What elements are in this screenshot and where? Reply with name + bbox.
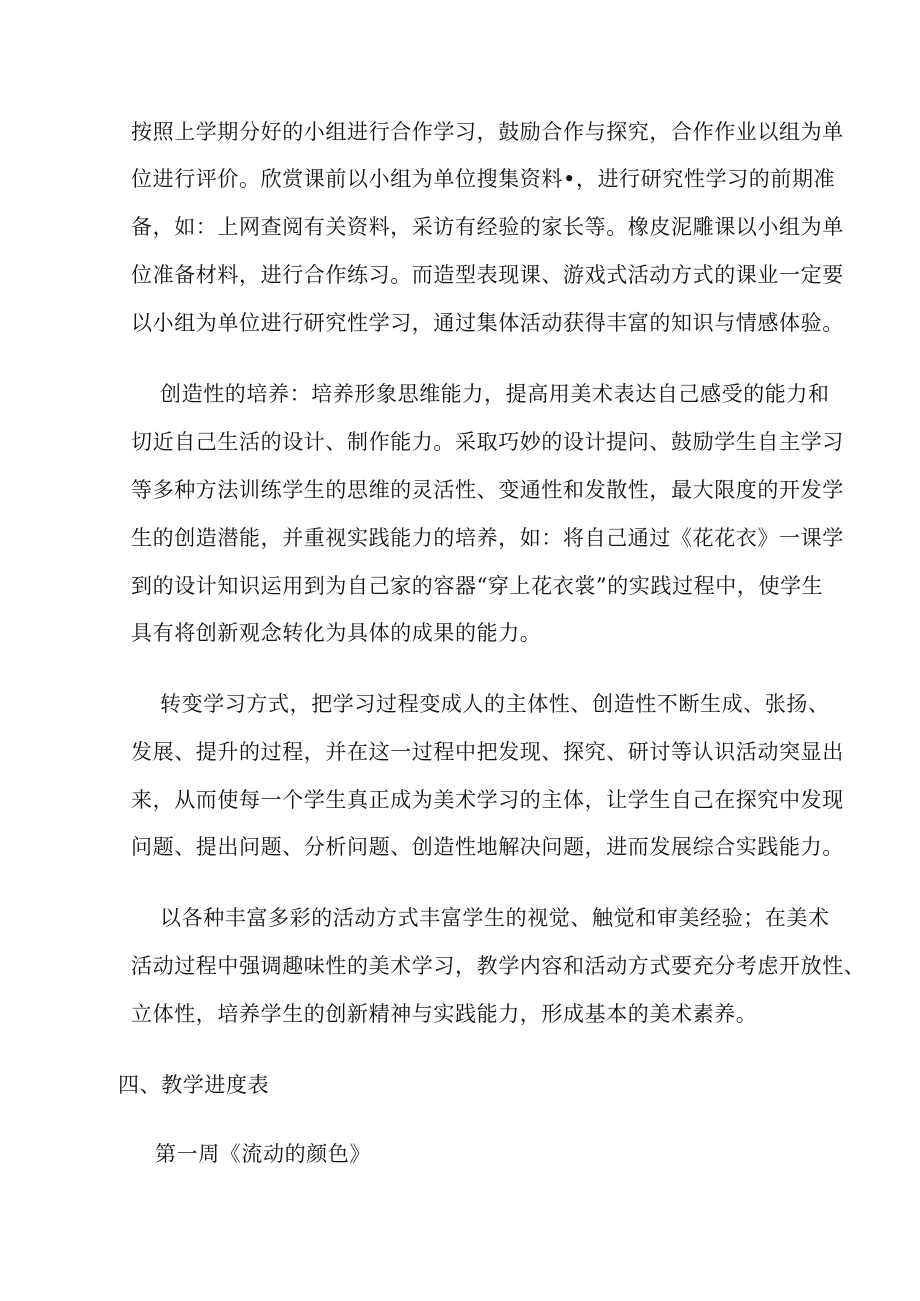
text-line: 活动过程中强调趣味性的美术学习，教学内容和活动方式要充分考虑开放性、	[131, 954, 866, 978]
text-line: 立体性，培养学生的创新精神与实践能力，形成基本的美术素养。	[131, 1002, 758, 1026]
text-line: 等多种方法训练学生的思维的灵活性、变通性和发散性，最大限度的开发学	[131, 478, 844, 502]
text-line: 生的创造潜能，并重视实践能力的培养，如：将自己通过《花花衣》一课学	[131, 526, 844, 550]
text-line: 问题、提出问题、分析问题、创造性地解决问题，进而发展综合实践能力。	[131, 835, 844, 859]
text-line: 位准备材料，进行合作练习。而造型表现课、游戏式活动方式的课业一定要	[131, 263, 844, 287]
text-line: 按照上学期分好的小组进行合作学习，鼓励合作与探究，合作作业以组为单	[131, 120, 844, 144]
text-line: 位进行评价。欣赏课前以小组为单位搜集资料•，进行研究性学习的前期准	[131, 167, 836, 191]
text-line: 转变学习方式，把学习过程变成人的主体性、创造性不断生成、张扬、	[160, 692, 830, 716]
schedule-item-week-1: 第一周《流动的颜色》	[155, 1142, 371, 1166]
text-line: 具有将创新观念转化为具体的成果的能力。	[131, 621, 542, 645]
text-line: 创造性的培养：培养形象思维能力，提高用美术表达自己感受的能力和	[160, 382, 830, 406]
text-line: 切近自己生活的设计、制作能力。采取巧妙的设计提问、鼓励学生自主学习	[131, 430, 844, 454]
text-line: 到的设计知识运用到为自己家的容器“穿上花衣裳”的实践过程中，使学生	[131, 574, 824, 598]
text-line: 以各种丰富多彩的活动方式丰富学生的视觉、触觉和审美经验；在美术	[160, 906, 830, 930]
text-line: 发展、提升的过程，并在这一过程中把发现、探究、研讨等认识活动突显出	[131, 740, 844, 764]
text-line: 备，如：上网查阅有关资料，采访有经验的家长等。橡皮泥雕课以小组为单	[131, 215, 844, 239]
section-heading: 四、教学进度表	[118, 1073, 270, 1097]
text-line: 来，从而使每一个学生真正成为美术学习的主体，让学生自己在探究中发现	[131, 788, 844, 812]
text-line: 以小组为单位进行研究性学习，通过集体活动获得丰富的知识与情感体验。	[131, 311, 844, 335]
